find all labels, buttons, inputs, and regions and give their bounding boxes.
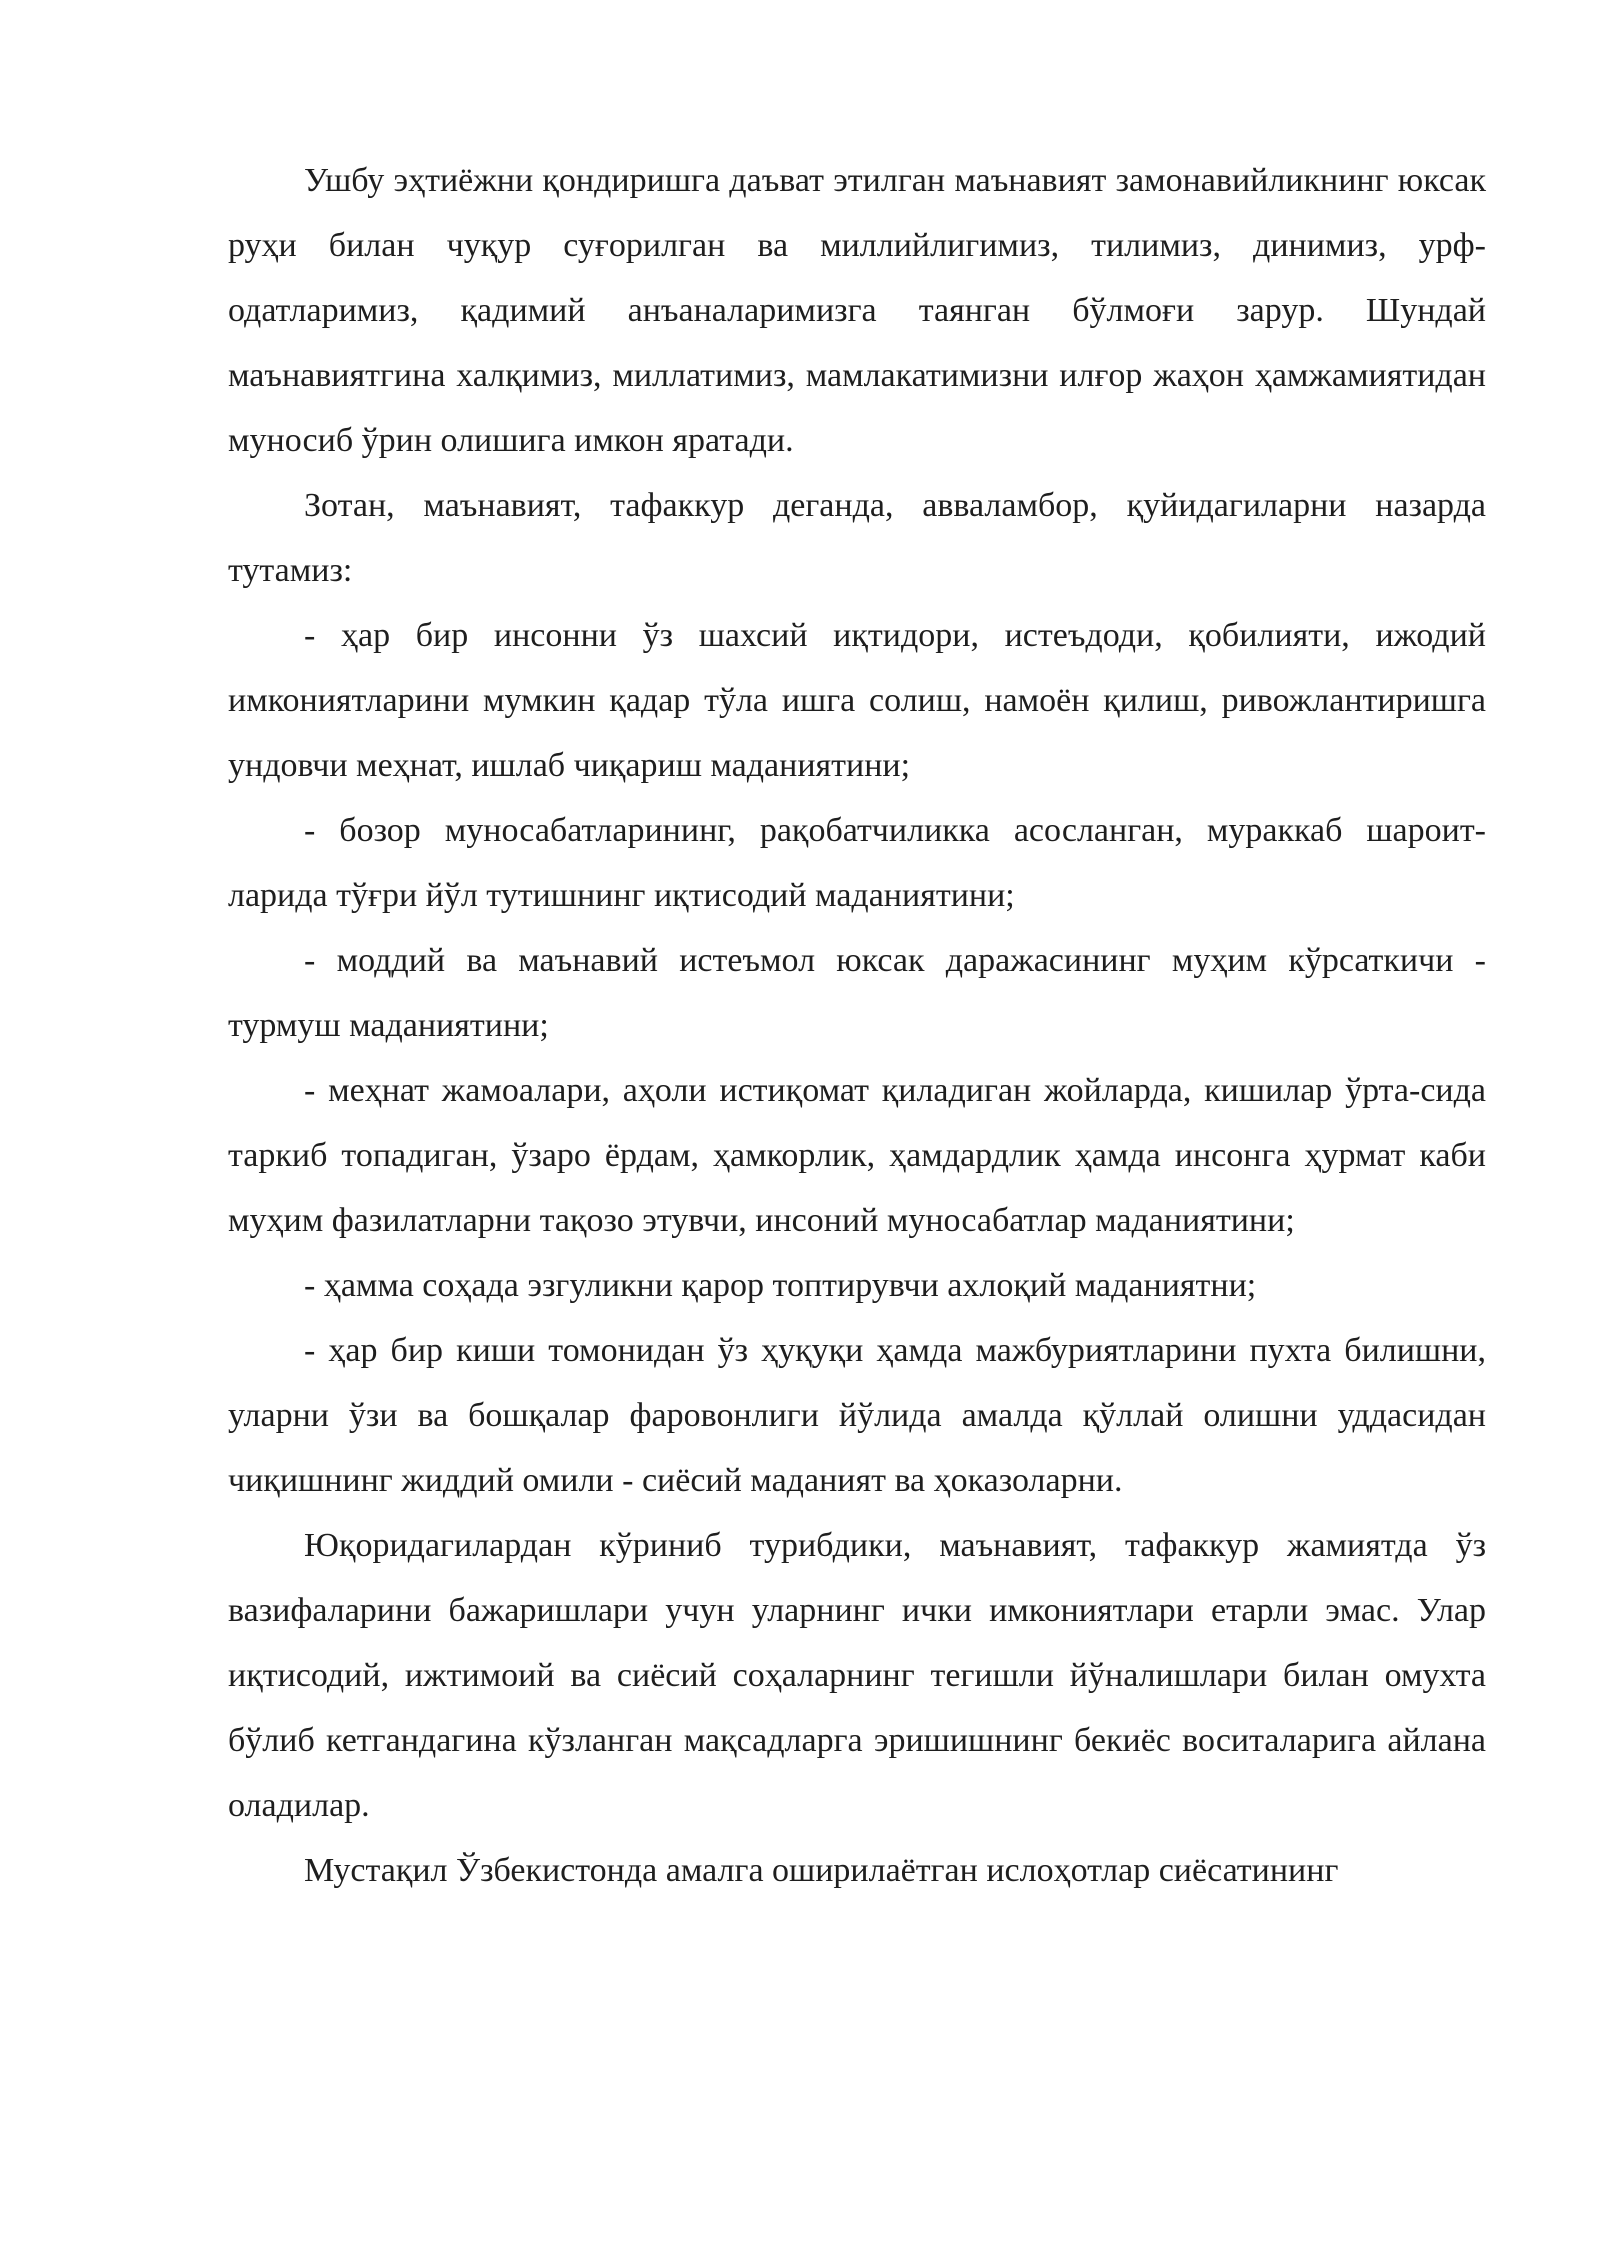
list-item-economic-culture: - бозор муносабатларининг, рақобатчиликка асосланган, мураккаб шароит-ларида тўғри йўл тутишнинг иқтисодий маданиятини; bbox=[228, 812, 1486, 914]
list-item-political-culture: - ҳар бир киши томонидан ўз ҳуқуқи ҳамда мажбуриятларини пухта билишни, уларни ўзи ва бошқалар фаровонлиги йўлида амалда қўллай олишни уддасидан чиқишнинг жиддий омили - сиёсий маданият ва ҳоказоларни. bbox=[228, 1332, 1486, 1499]
paragraph-1: Ушбу эҳтиёжни қондиришга даъват этилган маънавият замонавийликнинг юксак руҳи билан чуқур суғорилган ва миллийлигимиз, тилимиз, динимиз, урф-одатларимиз, қадимий анъаналаримизга таянган бўлмоғи зарур. Шундай маънавиятгина халқимиз, миллатимиз, мамлакатимизни илғор жаҳон ҳамжамиятидан муносиб ўрин олишига имкон яратади. bbox=[228, 162, 1486, 459]
list-item-moral-culture: - ҳамма соҳада эзгуликни қарор топтирувчи ахлоқий маданиятни; bbox=[304, 1267, 1257, 1304]
paragraph-continued: Мустақил Ўзбекистонда амалга оширилаётган ислоҳотлар сиёсатининг bbox=[304, 1852, 1339, 1889]
paragraph-2: Зотан, маънавият, тафаккур деганда, авваламбор, қуйидагиларни назарда тутамиз: bbox=[228, 487, 1486, 589]
list-item-human-relations-culture: - меҳнат жамоалари, аҳоли истиқомат қиладиган жойларда, кишилар ўрта-сида таркиб топадиган, ўзаро ёрдам, ҳамкорлик, ҳамдардлик ҳамда инсонга ҳурмат каби муҳим фазилатларни тақозо этувчи, инсоний муносабатлар маданиятини; bbox=[228, 1072, 1486, 1239]
paragraph-conclusion: Юқоридагилардан кўриниб турибдики, маънавият, тафаккур жамиятда ўз вазифаларини бажаришлари учун уларнинг ички имкониятлари етарли эмас. Улар иқтисодий, ижтимоий ва сиёсий соҳаларнинг тегишли йўналишлари билан омухта бўлиб кетгандагина кўзланган мақсадларга эришишнинг бекиёс воситаларига айлана оладилар. bbox=[228, 1527, 1486, 1824]
document-body bbox=[228, 148, 1486, 1903]
list-item-labor-culture: - ҳар бир инсонни ўз шахсий иқтидори, истеъдоди, қобилияти, ижодий имкониятларини мумкин қадар тўла ишга солиш, намоён қилиш, ривожлантиришга ундовчи меҳнат, ишлаб чиқариш маданиятини; bbox=[228, 617, 1486, 784]
list-item-life-culture: - моддий ва маънавий истеъмол юксак даражасининг муҳим кўрсаткичи - турмуш маданиятини; bbox=[228, 942, 1486, 1044]
